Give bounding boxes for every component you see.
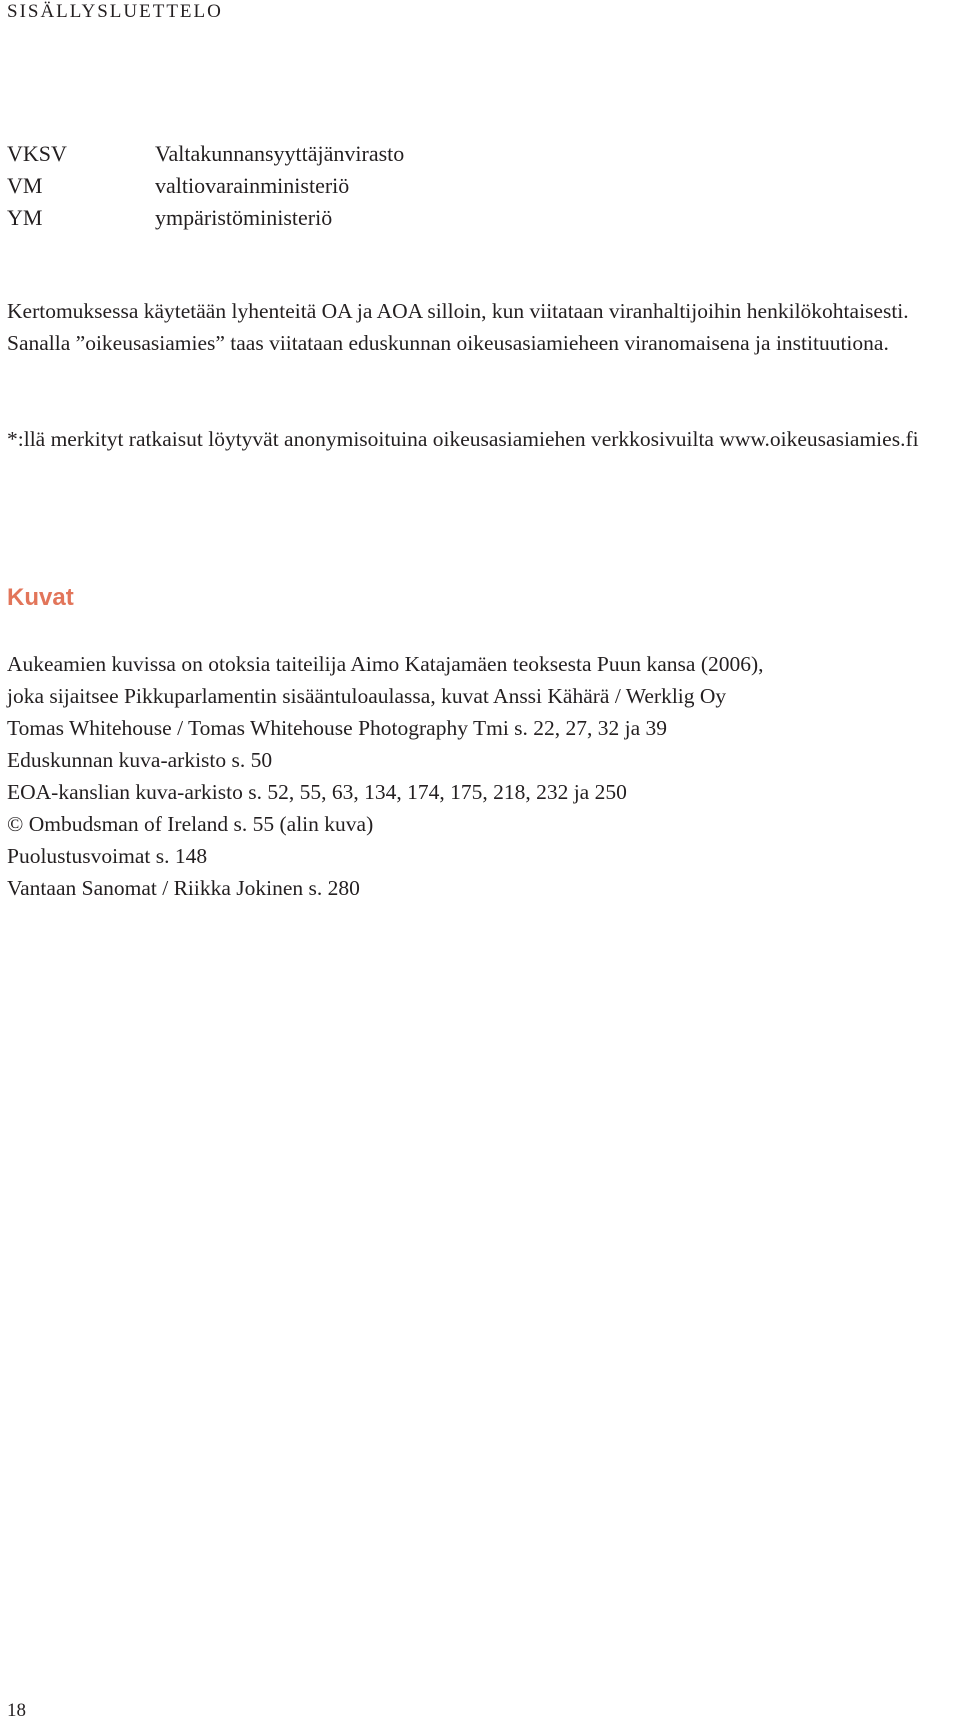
abbreviation-value: ympäristöministeriö bbox=[155, 205, 333, 230]
abbreviation-key: VM bbox=[7, 173, 43, 198]
photo-credit-line: Vantaan Sanomat / Riikka Jokinen s. 280 bbox=[7, 876, 360, 900]
anonymized-decisions-text: :llä merkityt ratkaisut löytyvät anonymisoituina oikeusasiamiehen verkkosivuilta www.oikeusasiamies.fi bbox=[17, 427, 919, 451]
running-head: SISÄLLYSLUETTELO bbox=[7, 1, 223, 22]
photo-credit-line: Aukeamien kuvissa on otoksia taiteilija Aimo Katajamäen teoksesta Puun kansa (2006), bbox=[7, 652, 764, 676]
abbreviation-row bbox=[7, 138, 404, 170]
abbreviation-usage-note: Kertomuksessa käytetään lyhenteitä OA ja AOA silloin, kun viitataan viranhaltijoihin henkilökohtaisesti. Sanalla ”oikeusasiamies” taas viitataan eduskunnan oikeusasiamieheen viranomaisena ja instituutiona. bbox=[7, 299, 909, 355]
photo-credits-list bbox=[7, 648, 764, 904]
abbreviation-value: Valtakunnansyyttäjänvirasto bbox=[155, 141, 405, 166]
photo-credit-line: Eduskunnan kuva-arkisto s. 50 bbox=[7, 748, 273, 772]
photo-credit-line: © Ombudsman of Ireland s. 55 (alin kuva) bbox=[7, 812, 374, 836]
abbreviation-row bbox=[7, 202, 404, 234]
page-number: 18 bbox=[7, 1700, 26, 1721]
abbreviation-key: VKSV bbox=[7, 141, 67, 166]
asterisk-mark: * bbox=[7, 427, 18, 451]
photo-credit-line: Tomas Whitehouse / Tomas Whitehouse Photography Tmi s. 22, 27, 32 ja 39 bbox=[7, 716, 668, 740]
anonymized-decisions-note bbox=[7, 423, 952, 455]
abbreviation-key: YM bbox=[7, 205, 43, 230]
abbreviation-row bbox=[7, 170, 404, 202]
abbreviation-value: valtiovarainministeriö bbox=[155, 173, 350, 198]
abbreviation-list bbox=[7, 138, 404, 234]
photo-credit-line: EOA-kanslian kuva-arkisto s. 52, 55, 63, 134, 174, 175, 218, 232 ja 250 bbox=[7, 780, 627, 804]
photo-credit-line: Puolustusvoimat s. 148 bbox=[7, 844, 208, 868]
photo-credit-line: joka sijaitsee Pikkuparlamentin sisääntuloaulassa, kuvat Anssi Kähärä / Werklig Oy bbox=[7, 684, 727, 708]
kuvat-heading: Kuvat bbox=[7, 584, 74, 611]
